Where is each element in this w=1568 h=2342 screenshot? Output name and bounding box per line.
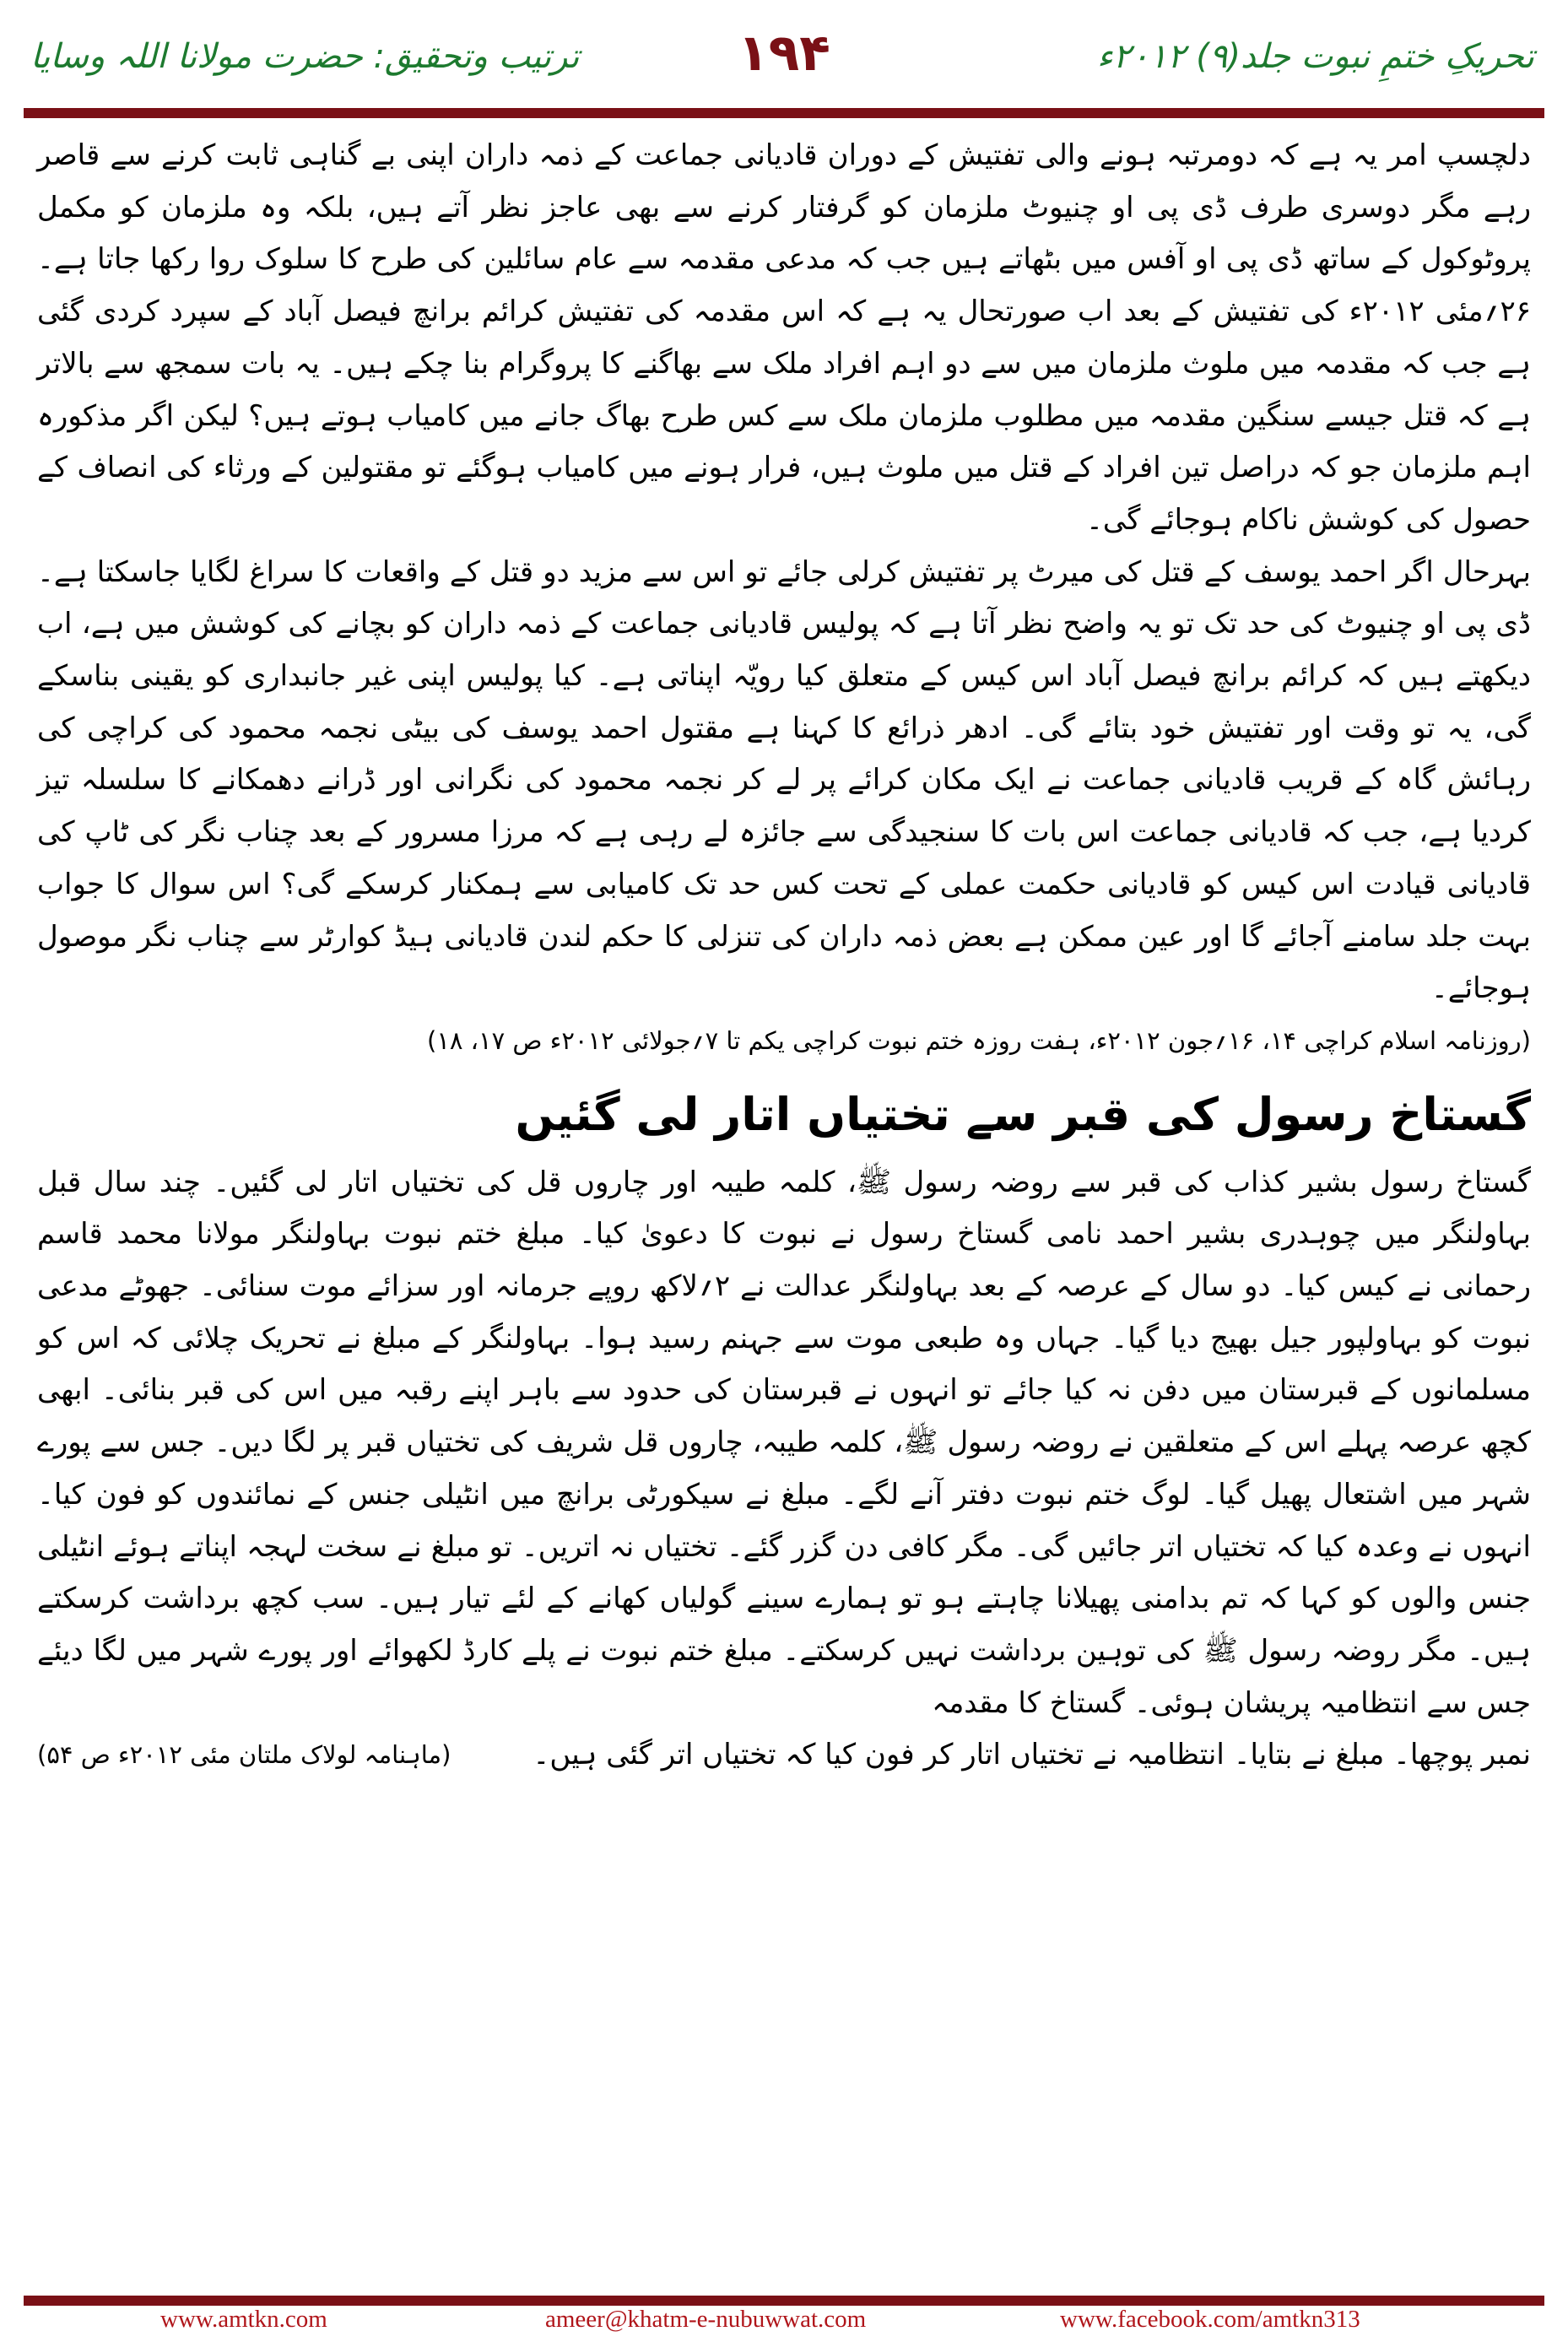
article2-paragraph-1: گستاخ رسول بشیر کذاب کی قبر سے روضہ رسول ﷺ، کلمہ طیبہ اور چاروں قل کی تختیاں اتار لی گئیں۔ چند سال قبل بہاولنگر میں چوہدری بشیر احمد نامی گستاخ رسول نے نبوت کا دعویٰ کیا۔ مبلغ ختم نبوت بہاولنگر مولانا محمد قاسم رحمانی نے کیس کیا۔ دو سال کے عرصہ کے بعد بہاولنگر عدالت نے ۲؍لاکھ روپے جرمانہ اور سزائے موت سنائی۔ جھوٹے مدعی نبوت کو بہاولپور جیل بھیج دیا گیا۔ جہاں وہ طبعی موت سے جہنم رسید ہوا۔ بہاولنگر کے مبلغ نے تحریک چلائی کہ اس کو مسلمانوں کے قبرستان میں دفن نہ کیا جائے تو انہوں نے قبرستان کی حدود سے باہر اپنے رقبہ میں اس کی قبر بنائی۔ ابھی کچھ عرصہ پہلے اس کے متعلقین نے روضہ رسول ﷺ، کلمہ طیبہ، چاروں قل شریف کی تختیاں قبر پر لگا دیں۔ جس سے پورے شہر میں اشتعال پھیل گیا۔ لوگ ختم نبوت دفتر آنے لگے۔ مبلغ نے سیکورٹی برانچ میں انٹیلی جنس کے نمائندوں کو فون کیا۔ انہوں نے وعدہ کیا کہ تختیاں اتر جائیں گی۔ مگر کافی دن گزر گئے۔ تختیاں نہ اتریں۔ تو مبلغ نے سخت لہجہ اپناتے ہوئے انٹیلی جنس والوں کو کہا کہ تم بدامنی پھیلانا چاہتے ہو تو ہمارے سینے گولیاں کھانے کے لئے تیار ہیں۔ سب کچھ برداشت کرسکتے ہیں۔ مگر روضہ رسول ﷺ کی توہین برداشت نہیں کرسکتے۔ مبلغ ختم نبوت نے پلے کارڈ لکھوائے اور پورے شہر میں لگا دیئے جس سے انتظامیہ پریشان ہوئی۔ گستاخ کا مقدمہ xyxy=(37,1165,1531,1720)
article2-closing-line xyxy=(34,1729,1534,1782)
article2-title: گستاخ رسول کی قبر سے تختیاں اتار لی گئیں xyxy=(515,1087,1531,1141)
facebook-link[interactable]: www.facebook.com/amtkn313 xyxy=(1060,2306,1360,2333)
article1-paragraph-2: بہرحال اگر احمد یوسف کے قتل کی میرٹ پر تفتیش کرلی جائے تو اس سے مزید دو قتل کے واقعات کا سراغ لگایا جاسکتا ہے۔ ڈی پی او چنیوٹ کی حد تک تو یہ واضح نظر آتا ہے کہ پولیس قادیانی جماعت کے ذمہ داران کو بچانے کی کوشش میں ہے، اب دیکھتے ہیں کہ کرائم برانچ فیصل آباد اس کیس کے متعلق کیا رویّہ اپناتی ہے۔ کیا پولیس اپنی غیر جانبداری کو یقینی بناسکے گی، یہ تو وقت اور تفتیش خود بتائے گی۔ ادھر ذرائع کا کہنا ہے مقتول احمد یوسف کی بیٹی نجمہ محمود کی کراچی کی رہائش گاہ کے قریب قادیانی جماعت نے ایک مکان کرائے پر لے کر نجمہ محمود کی نگرانی اور ڈرانے دھمکانے کا سلسلہ تیز کردیا ہے، جب کہ قادیانی جماعت اس بات کا سنجیدگی سے جائزہ لے رہی ہے کہ مرزا مسرور کے بعد چناب نگر کی ٹاپ کی قادیانی قیادت اس کیس کو قادیانی حکمت عملی کے تحت کس حد تک کامیابی سے ہمکنار کرسکے گی؟ اس سوال کا جواب بہت جلد سامنے آجائے گا اور عین ممکن ہے بعض ذمہ داران کی تنزلی کا حکم لندن قادیانی ہیڈ کوارٹر سے چناب نگر موصول ہوجائے۔ xyxy=(37,554,1531,1006)
header-divider xyxy=(24,108,1544,118)
website-link[interactable]: www.amtkn.com xyxy=(160,2306,327,2333)
page-body xyxy=(34,127,1534,2312)
compiler-credit: ترتیب وتحقیق: حضرت مولانا اللہ وسایا xyxy=(30,37,580,76)
article2-last-sentence: نمبر پوچھا۔ مبلغ نے بتایا۔ انتظامیہ نے تختیاں اتار کر فون کیا کہ تختیاں اتر گئی ہیں۔ xyxy=(533,1738,1531,1772)
email-link[interactable]: ameer@khatm-e-nubuwwat.com xyxy=(545,2306,867,2333)
page-footer xyxy=(0,2302,1568,2342)
article1-paragraph-1: دلچسپ امر یہ ہے کہ دومرتبہ ہونے والی تفتیش کے دوران قادیانی جماعت کے ذمہ داران اپنی بے گناہی ثابت کرنے سے قاصر رہے مگر دوسری طرف ڈی پی او چنیوٹ ملزمان کو گرفتار کرنے سے بھی عاجز نظر آتے ہیں، بلکہ وہ ملزمان کو مکمل پروٹوکول کے ساتھ ڈی پی او آفس میں بٹھاتے ہیں جب کہ مدعی مقدمہ سے عام سائلین کی طرح کا سلوک روا رکھا جاتا ہے۔ ۲۶؍مئی ۲۰۱۲ء کی تفتیش کے بعد اب صورتحال یہ ہے کہ اس مقدمہ کی تفتیش کرائم برانچ فیصل آباد کے سپرد کردی گئی ہے جب کہ مقدمہ میں ملوث ملزمان میں سے دو اہم افراد ملک سے بھاگنے کا پروگرام بنا چکے ہیں۔ یہ بات سمجھ سے بالاتر ہے کہ قتل جیسے سنگین مقدمہ میں مطلوب ملزمان ملک سے کس طرح بھاگ جانے میں کامیاب ہوتے ہیں؟ لیکن اگر مذکورہ اہم ملزمان جو کہ دراصل تین افراد کے قتل میں ملوث ہیں، فرار ہونے میں کامیاب ہوگئے تو مقتولین کے ورثاء کی انصاف کے حصول کی کوشش ناکام ہوجائے گی۔ xyxy=(37,138,1531,537)
book-volume-title: تحریکِ ختمِ نبوت جلد(۹) ۲۰۱۲ء xyxy=(1096,37,1534,76)
article2-citation: (ماہنامہ لولاک ملتان مئی ۲۰۱۲ء ص ۵۴) xyxy=(37,1740,451,1770)
page-number: ۱۹۴ xyxy=(738,24,830,83)
article1-citation: (روزنامہ اسلام کراچی ۱۴، ۱۶؍جون ۲۰۱۲ء، ہفت روزہ ختم نبوت کراچی یکم تا ۷؍جولائی ۲۰۱۲ء ص ۱۷، ۱۸) xyxy=(426,1025,1531,1055)
page-header xyxy=(0,0,1568,118)
